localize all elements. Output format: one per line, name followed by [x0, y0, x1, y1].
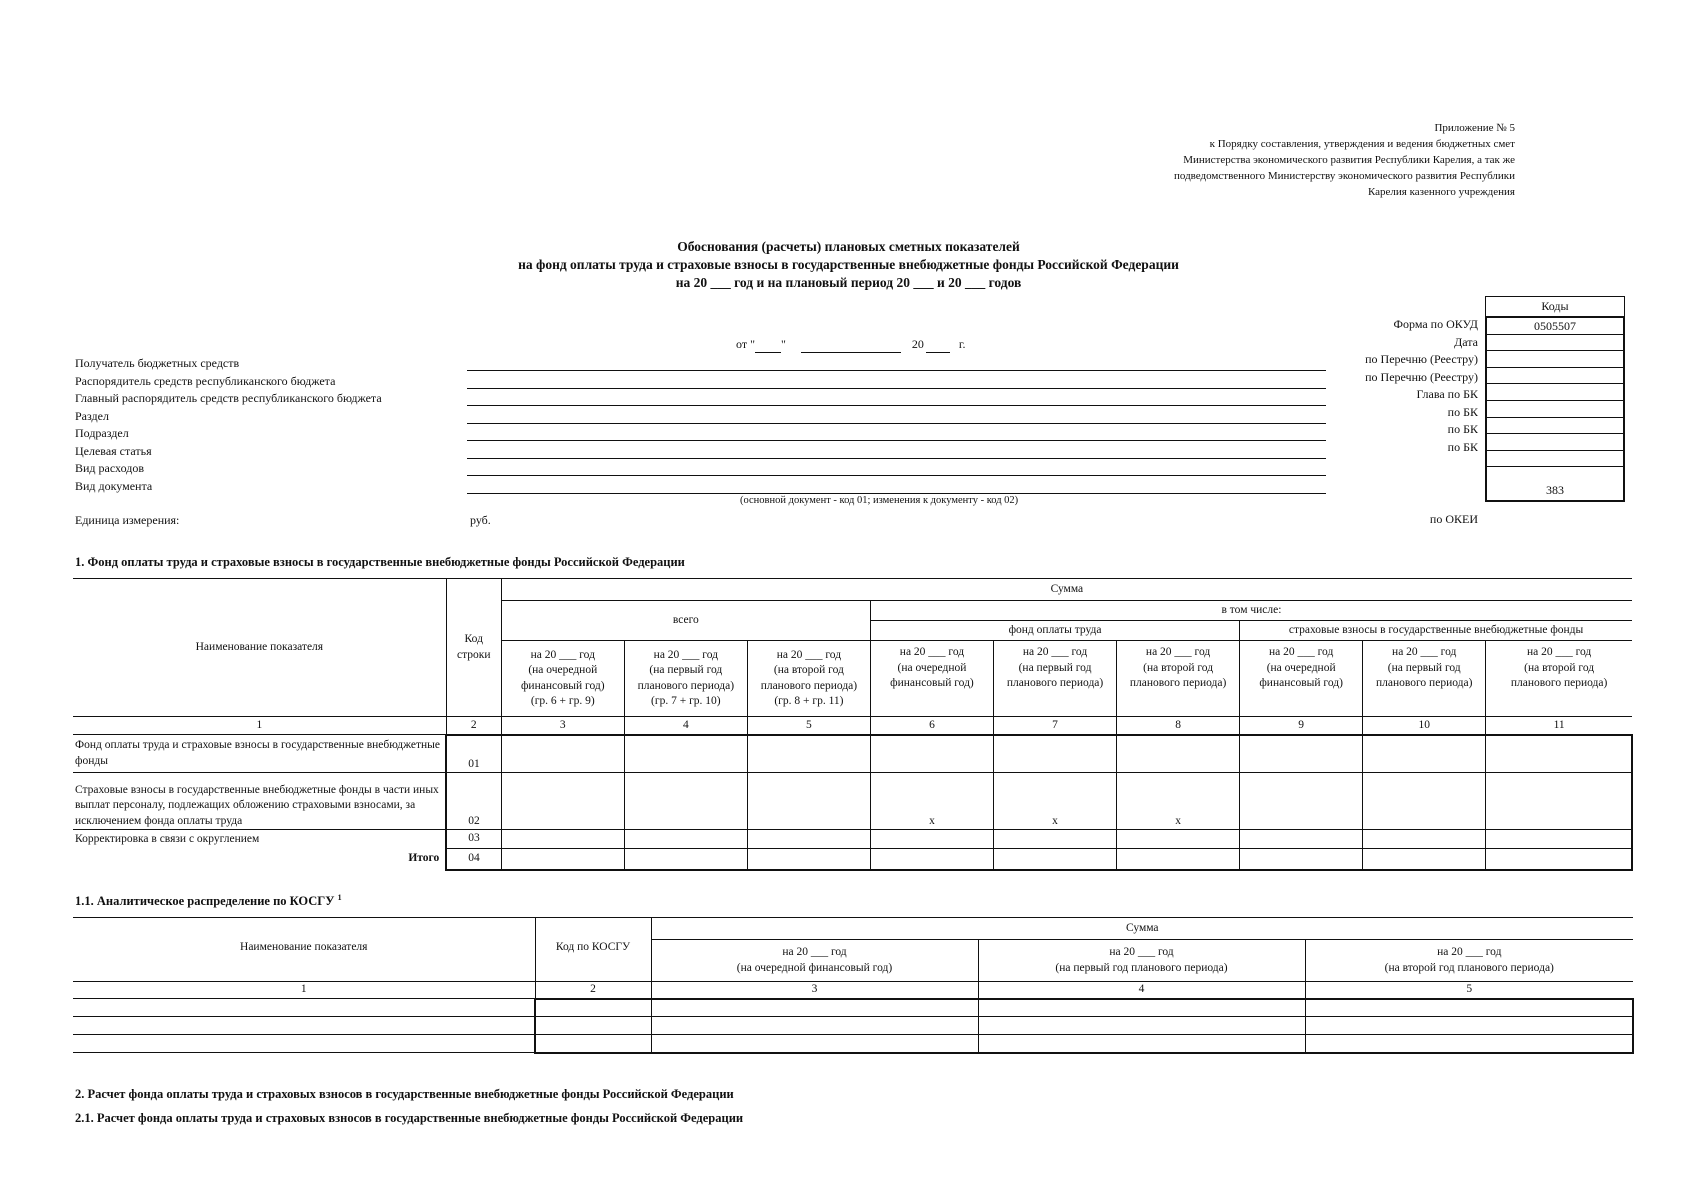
bk-cell-4[interactable] — [1487, 451, 1623, 468]
appendix-line: Министерства экономического развития Республики Карелия, а так же — [1183, 154, 1515, 166]
row-name: Фонд оплаты труда и страховые взносы в государственные внебюджетные фонды — [75, 739, 441, 767]
value-cell[interactable] — [1117, 830, 1240, 849]
codes-labels — [1280, 316, 1478, 456]
field-line[interactable] — [467, 405, 1326, 406]
kosgu-cell[interactable] — [73, 1017, 535, 1035]
value-cell[interactable] — [624, 735, 747, 773]
bk-cell-2[interactable] — [1487, 418, 1623, 435]
kosgu-year-header: на 20 ___ год (на второй год планового периода) — [1305, 940, 1633, 982]
row-name: Страховые взносы в государственные внебюджетные фонды в части иных выплат персоналу, подлежащих обложению страховыми взносами, за исключением фонда оплаты труда — [73, 773, 446, 830]
col-number: 5 — [1305, 982, 1633, 999]
value-cell[interactable] — [624, 830, 747, 849]
table-row — [73, 1017, 1633, 1035]
field-label: Распорядитель средств республиканского бюджета — [75, 373, 336, 388]
appendix-line: Приложение № 5 — [1434, 122, 1515, 134]
kosgu-cell[interactable] — [978, 1017, 1305, 1035]
code-label: Глава по БК — [1416, 387, 1478, 401]
value-cell[interactable] — [624, 773, 747, 830]
document-type-note: (основной документ - код 01; изменения к документу - код 02) — [740, 495, 1019, 506]
kosgu-cell[interactable] — [73, 1035, 535, 1053]
kosgu-cell[interactable] — [535, 1017, 651, 1035]
value-cell[interactable] — [870, 830, 993, 849]
year-header: на 20 ___ год (на второй год планового периода) — [1486, 641, 1632, 717]
row-name: Корректировка в связи с округлением — [73, 830, 446, 849]
okei-code-cell[interactable]: 383 — [1546, 483, 1564, 498]
value-cell[interactable] — [747, 849, 870, 870]
col-number: 9 — [1240, 717, 1363, 735]
table-row — [73, 849, 1632, 870]
col-header-sum: Сумма — [501, 579, 1632, 601]
col-number: 4 — [624, 717, 747, 735]
row-code: 01 — [446, 735, 501, 773]
field-label: Вид расходов — [75, 461, 144, 475]
section-2-title: 2. Расчет фонда оплаты труда и страховых взносов в государственные внебюджетные фонды Российской Федерации — [75, 1087, 734, 1101]
year-header: на 20 ___ год (на второй год планового периода) (гр. 8 + гр. 11) — [747, 641, 870, 717]
date-prefix: от " — [736, 337, 755, 351]
kosgu-header-sum: Сумма — [651, 918, 1633, 940]
value-cell[interactable] — [994, 735, 1117, 773]
document-title — [0, 238, 1697, 292]
kosgu-cell[interactable] — [651, 1017, 978, 1035]
col-number: 5 — [747, 717, 870, 735]
appendix-note — [1055, 120, 1515, 200]
value-cell[interactable] — [870, 849, 993, 870]
value-cell[interactable] — [1486, 849, 1632, 870]
year-header: на 20 ___ год (на очередной финансовый год) — [870, 641, 993, 717]
okud-code-cell[interactable]: 0505507 — [1487, 318, 1623, 335]
kosgu-table — [73, 917, 1634, 1054]
year-header: на 20 ___ год (на первый год планового периода) — [994, 641, 1117, 717]
value-cell[interactable] — [1240, 773, 1363, 830]
field-line[interactable] — [467, 423, 1326, 424]
value-cell[interactable] — [624, 849, 747, 870]
value-cell[interactable] — [1363, 830, 1486, 849]
title-line-1: Обоснования (расчеты) плановых сметных показателей — [677, 239, 1020, 254]
year-header: на 20 ___ год (на очередной финансовый год) — [1240, 641, 1363, 717]
year-header: на 20 ___ год (на очередной финансовый год) (гр. 6 + гр. 9) — [501, 641, 624, 717]
col-header-code — [446, 579, 501, 717]
value-cell[interactable] — [501, 830, 624, 849]
col-header-name: Наименование показателя — [73, 579, 446, 717]
value-cell[interactable] — [501, 735, 624, 773]
value-cell[interactable] — [1363, 735, 1486, 773]
footnote-mark: 1 — [337, 893, 342, 902]
col-number: 4 — [978, 982, 1305, 999]
value-cell[interactable] — [501, 849, 624, 870]
section-1-1-text: 1.1. Аналитическое распределение по КОСГУ — [75, 894, 335, 909]
kosgu-cell[interactable] — [978, 1035, 1305, 1053]
field-label: Вид документа — [75, 478, 153, 493]
col-header-fot: фонд оплаты труда — [870, 621, 1239, 641]
unit-label: Единица измерения: — [75, 513, 180, 527]
title-line-3: на 20 ___ год и на плановый период 20 ___ и 20 ___ годов — [675, 275, 1022, 290]
payroll-table — [73, 578, 1633, 871]
registry-code-cell-1[interactable] — [1487, 351, 1623, 368]
field-line[interactable] — [467, 458, 1326, 459]
kosgu-cell[interactable] — [73, 999, 535, 1017]
value-cell[interactable] — [1240, 830, 1363, 849]
kosgu-header-code: Код по КОСГУ — [535, 918, 651, 982]
value-cell[interactable] — [994, 849, 1117, 870]
table-row — [73, 999, 1633, 1017]
value-cell[interactable] — [994, 830, 1117, 849]
kosgu-cell[interactable] — [1305, 999, 1633, 1017]
codes-header: Коды — [1485, 296, 1625, 316]
value-cell[interactable] — [870, 735, 993, 773]
col-number: 3 — [501, 717, 624, 735]
date-suffix: г. — [958, 337, 966, 351]
code-label: по Перечню (Реестру) — [1365, 369, 1478, 384]
year-header: на 20 ___ год (на первый год планового периода) — [1363, 641, 1486, 717]
value-cell[interactable] — [747, 773, 870, 830]
field-line[interactable] — [467, 475, 1326, 476]
row-code: 04 — [446, 849, 501, 870]
kosgu-cell[interactable] — [535, 999, 651, 1017]
kosgu-year-header: на 20 ___ год (на очередной финансовый год) — [651, 940, 978, 982]
value-cell[interactable] — [501, 773, 624, 830]
col-header-insurance: страховые взносы в государственные внебюджетные фонды — [1240, 621, 1632, 641]
value-cell[interactable] — [1117, 849, 1240, 870]
col-number: 10 — [1363, 717, 1486, 735]
field-line[interactable] — [467, 440, 1326, 441]
section-1-title: 1. Фонд оплаты труда и страховые взносы в государственные внебюджетные фонды Российской Федерации — [75, 555, 685, 569]
kosgu-cell[interactable] — [978, 999, 1305, 1017]
unit-value: руб. — [470, 513, 491, 527]
field-line[interactable] — [467, 493, 1326, 494]
chapter-bk-cell[interactable] — [1487, 384, 1623, 401]
row-code: 03 — [446, 830, 501, 849]
section-1-1-title — [75, 893, 342, 909]
date-code-cell[interactable] — [1487, 335, 1623, 352]
field-label: Получатель бюджетных средств — [75, 356, 240, 370]
date-quote: " — [780, 337, 786, 351]
col-header-total: всего — [501, 601, 870, 641]
table-row — [73, 773, 1632, 830]
kosgu-cell[interactable] — [651, 999, 978, 1017]
code-label: Дата — [1454, 334, 1478, 349]
col-header-code-text: Код строки — [456, 633, 491, 661]
col-number: 1 — [73, 982, 535, 999]
kosgu-cell[interactable] — [1305, 1017, 1633, 1035]
value-cell[interactable]: x — [994, 773, 1117, 830]
value-cell[interactable] — [1486, 735, 1632, 773]
header-fields — [75, 355, 382, 495]
field-line[interactable] — [467, 388, 1326, 389]
year-header: на 20 ___ год (на второй год планового периода) — [1117, 641, 1240, 717]
row-code: 02 — [446, 773, 501, 830]
appendix-line: Карелия казенного учреждения — [1367, 186, 1515, 198]
total-label: Итого — [408, 852, 440, 865]
table-row — [73, 735, 1632, 773]
code-label: Форма по ОКУД — [1393, 317, 1478, 331]
codes-box — [1485, 316, 1625, 502]
section-2-1-title: 2.1. Расчет фонда оплаты труда и страховых взносов в государственные внебюджетные фонды Российской Федерации — [75, 1111, 744, 1125]
col-number: 2 — [535, 982, 651, 999]
month-blank[interactable] — [801, 337, 901, 353]
field-line[interactable] — [467, 370, 1326, 371]
title-line-2: на фонд оплаты труда и страховые взносы в государственные внебюджетные фонды Российской Федерации — [518, 257, 1179, 272]
value-cell[interactable] — [1240, 735, 1363, 773]
appendix-line: подведомственного Министерству экономического развития Республики — [1174, 170, 1515, 182]
value-cell[interactable]: x — [870, 773, 993, 830]
value-cell[interactable] — [747, 830, 870, 849]
code-label: по Перечню (Реестру) — [1365, 352, 1478, 366]
day-blank[interactable] — [755, 337, 781, 353]
value-cell[interactable] — [1117, 735, 1240, 773]
appendix-line: к Порядку составления, утверждения и ведения бюджетных смет — [1209, 138, 1515, 150]
kosgu-cell[interactable] — [651, 1035, 978, 1053]
code-label: по БК — [1447, 422, 1478, 436]
value-cell[interactable] — [1363, 773, 1486, 830]
table-row — [73, 1035, 1633, 1053]
year-header: на 20 ___ год (на первый год планового периода) (гр. 7 + гр. 10) — [624, 641, 747, 717]
kosgu-year-header: на 20 ___ год (на первый год планового периода) — [978, 940, 1305, 982]
col-number: 1 — [73, 717, 446, 735]
col-number: 3 — [651, 982, 978, 999]
col-number: 2 — [446, 717, 501, 735]
codes-panel — [1485, 296, 1625, 502]
date-line — [736, 337, 965, 353]
value-cell[interactable] — [1486, 830, 1632, 849]
kosgu-cell[interactable] — [1305, 1035, 1633, 1053]
bk-cell-1[interactable] — [1487, 401, 1623, 418]
col-number: 8 — [1117, 717, 1240, 735]
year-prefix: 20 — [911, 337, 924, 351]
field-label: Целевая статья — [75, 443, 152, 458]
table-row — [73, 830, 1632, 849]
value-cell[interactable]: x — [1117, 773, 1240, 830]
value-cell[interactable] — [1486, 773, 1632, 830]
kosgu-header-name: Наименование показателя — [73, 918, 535, 982]
registry-code-cell-2[interactable] — [1487, 368, 1623, 385]
field-label: Раздел — [75, 408, 109, 423]
value-cell[interactable] — [747, 735, 870, 773]
value-cell[interactable] — [1240, 849, 1363, 870]
field-label: Подраздел — [75, 426, 129, 440]
value-cell[interactable] — [1363, 849, 1486, 870]
kosgu-cell[interactable] — [535, 1035, 651, 1053]
okei-label: по ОКЕИ — [1429, 512, 1478, 526]
col-number: 6 — [870, 717, 993, 735]
code-label: по БК — [1447, 404, 1478, 419]
col-number: 11 — [1486, 717, 1632, 735]
code-label: по БК — [1447, 439, 1478, 454]
year-blank[interactable] — [926, 337, 950, 353]
col-header-incl: в том числе: — [870, 601, 1632, 621]
bk-cell-3[interactable] — [1487, 434, 1623, 451]
col-number: 7 — [994, 717, 1117, 735]
field-label: Главный распорядитель средств республиканского бюджета — [75, 391, 382, 405]
